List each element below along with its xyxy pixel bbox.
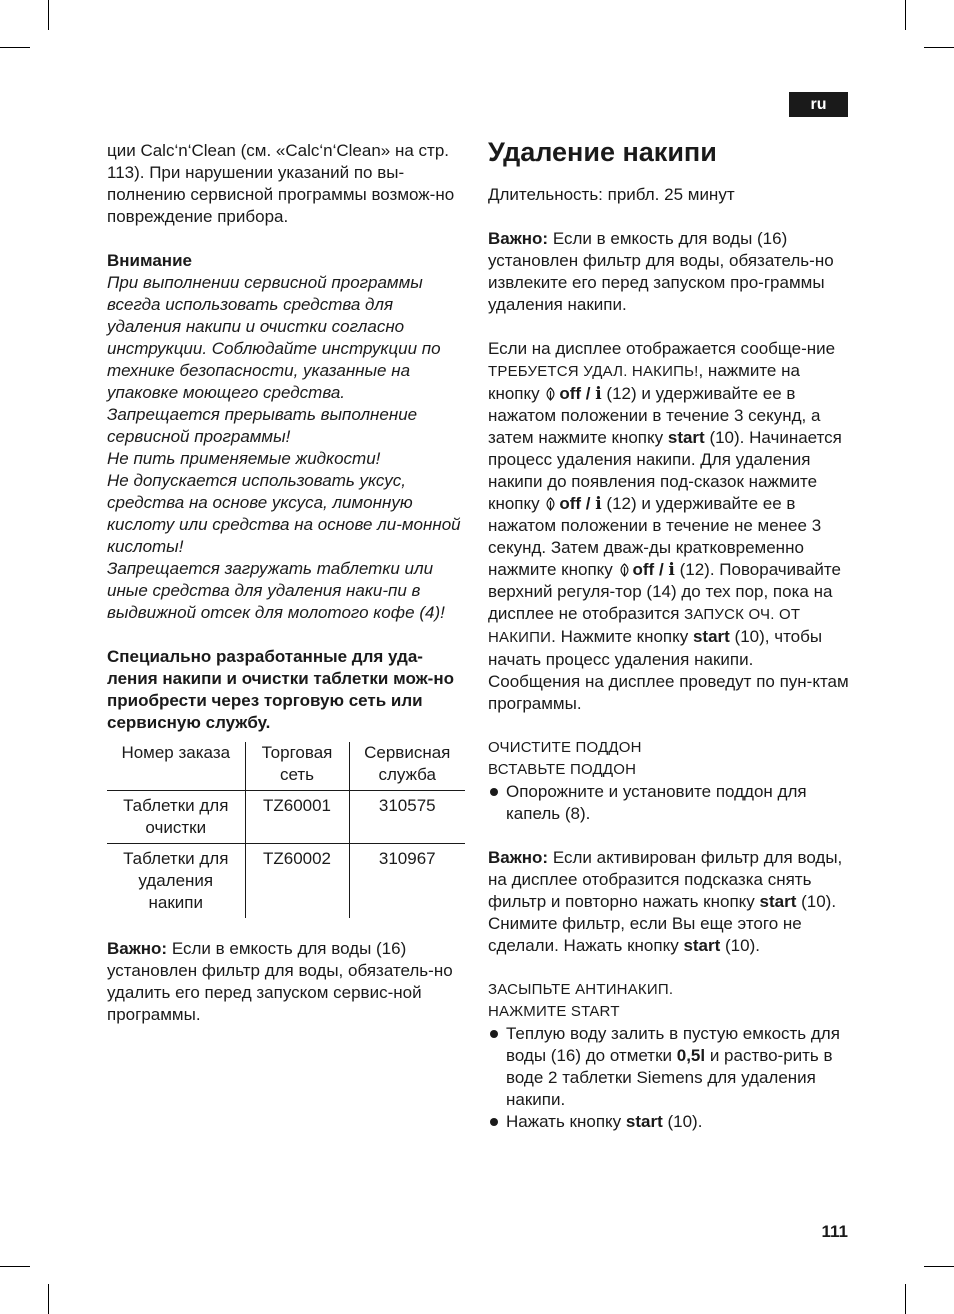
crop-mark [924,47,954,48]
warning-title: Внимание [107,251,192,270]
crop-mark [0,1266,30,1267]
warning-line: Запрещается прерывать выполнение сервисной программы! [107,405,418,446]
display-message: ВСТАВЬТЕ ПОДДОН [488,761,637,778]
warning-line: Не пить применяемые жидкости! [107,449,381,468]
warning-line: Не допускается использовать уксус, средства на основе уксуса, лимонную кислоту или средства на основе ли-монной кислоты! [107,471,461,556]
warning-block [107,272,467,624]
table-cell: TZ60001 [245,791,349,844]
page-number: 111 [821,1222,848,1241]
duration: Длительность: прибл. 25 минут [488,185,735,204]
display-message: ТРЕБУЕТСЯ УДАЛ. НАКИПЬ! [488,363,699,380]
table-cell: 310967 [349,844,465,919]
step-list [488,1023,850,1133]
step-list [488,781,850,825]
display-message: ЗАПУСК ОЧ. ОТ НАКИПИ [488,606,801,646]
order-table [107,742,465,918]
program-guidance: Сообщения на дисплее проведут по пун-ктам программы. [488,672,849,713]
table-header: Номер заказа [121,743,231,762]
crop-mark [48,0,49,30]
crop-mark [905,0,906,30]
crop-mark [905,1284,906,1314]
important-note: Важно: Если в емкость для воды (16) установлен фильтр для воды, обязатель-но извлеките его перед запуском про-граммы удаления накипи. [488,229,834,314]
important-note: Важно: Если активирован фильтр для воды, на дисплее отобразится подсказка снять фильтр и повторно нажать кнопку start (10). Снимите фильтр, если Вы еще этого не сделали. Нажать кнопку start (10). [488,848,843,955]
descaling-instructions: Если на дисплее отображается сообще-ние ТРЕБУЕТСЯ УДАЛ. НАКИПЬ!, нажмите на кнопку off / i (12) и удерживайте ее в нажатом положении в течение 3 секунд, а затем нажмите кнопку start (10). Начинается процесс удаления накипи. Для удаления накипи до появления под-сказок нажмите кнопку off / i (12) и удерживайте ее в нажатом положении в течение не менее 3 секунд. Затем дваж-ды кратковременно нажмите кнопку off / i (12). Поворачивайте верхний регуля-тор (14) до тех пор, пока на дисплее не отобразится ЗАПУСК ОЧ. ОТ НАКИПИ. Нажмите кнопку start (10), чтобы начать процесс удаления накипи. [488,339,842,669]
table-cell: Таблетки для очистки [107,791,245,844]
crop-mark [924,1266,954,1267]
language-tag: ru [789,92,848,117]
display-message: ЗАСЫПЬТЕ АНТИНАКИП. [488,981,674,998]
list-item: Опорожните и установите поддон для капель (8). [488,781,850,825]
list-item: Теплую воду залить в пустую емкость для воды (16) до отметки 0,5l и раство-рить в воде 2 таблетки Siemens для удаления накипи. [488,1023,850,1111]
right-column [488,137,850,1133]
energy-leaf-icon [618,563,631,577]
table-cell: 310575 [349,791,465,844]
section-title: Удаление накипи [488,137,717,167]
crop-mark [48,1284,49,1314]
important-note: Важно: Если в емкость для воды (16) установлен фильтр для воды, обязатель-но удалить его перед запуском сервис-ной программы. [107,939,453,1024]
table-cell: TZ60002 [245,844,349,919]
left-column [107,140,467,1026]
warning-line: Запрещается загружать таблетки или иные средства для удаления наки-пи в выдвижной отсек для молотого кофе (4)! [107,559,445,622]
special-tablets-note: Специально разработанные для уда-ления накипи и очистки таблетки мож-но приобрести через торговую сеть или сервисную службу. [107,647,454,732]
energy-leaf-icon [544,497,557,511]
table-header: Сервисная служба [349,742,465,791]
intro-paragraph: ции Calc‘n‘Clean (см. «Calc‘n‘Clean» на стр. 113). При нарушении указаний по вы-полнению сервисной программы возмож-но повреждение прибора. [107,141,455,226]
display-message: ОЧИСТИТЕ ПОДДОН [488,739,642,756]
table-cell: Таблетки для удаления накипи [107,844,245,919]
list-item: Нажать кнопку start (10). [488,1111,850,1133]
table-row [107,791,465,844]
display-message: НАЖМИТЕ START [488,1003,620,1020]
warning-line: При выполнении сервисной программы всегда использовать средства для удаления накипи и очистки согласно инструкции. Соблюдайте инструкции по технике безопасности, указанные на упаковке моющего средства. [107,273,441,402]
table-row [107,844,465,919]
table-header: Торговая сеть [245,742,349,791]
energy-leaf-icon [544,387,557,401]
crop-mark [0,47,30,48]
